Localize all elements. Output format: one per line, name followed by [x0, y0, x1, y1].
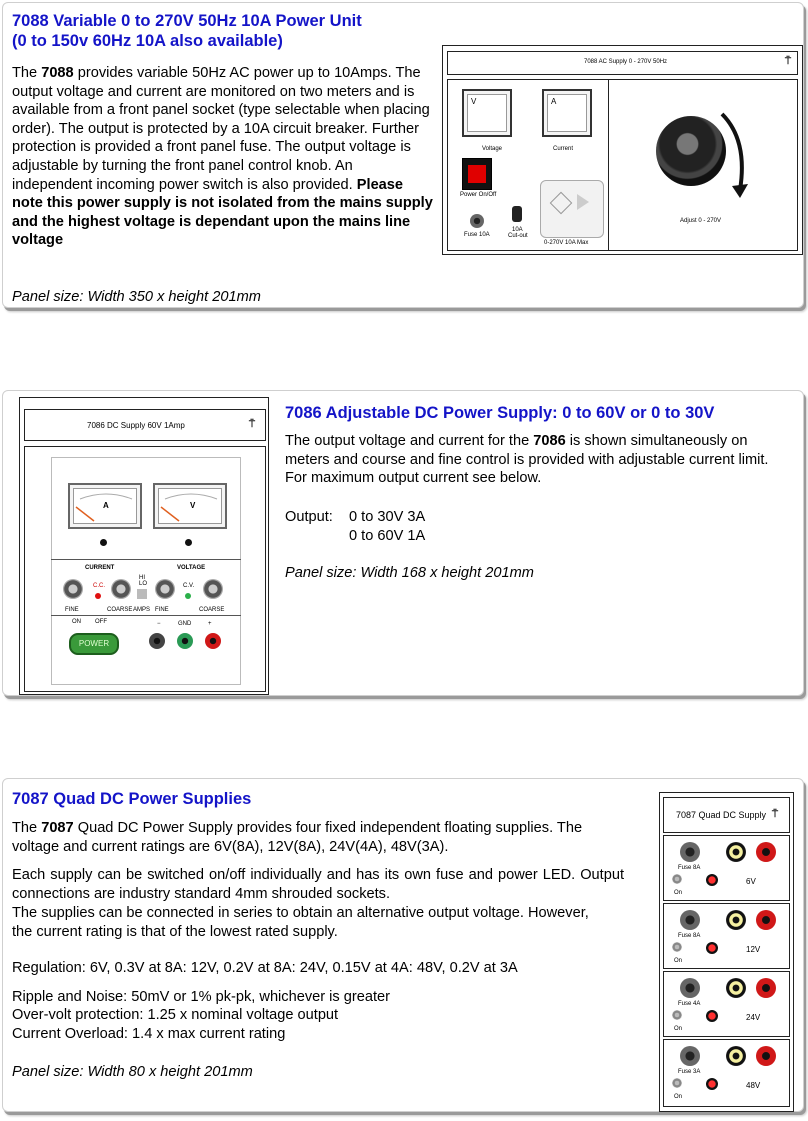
output-terminal-positive[interactable] [756, 1046, 776, 1066]
output-terminal-negative[interactable] [726, 842, 746, 862]
product-card-7087: 7087 Quad DC Power Supplies The 7087 Quad DC Power Supply provides four fixed independent floating supplies. The voltage and current ratings are 6V(8A), 12V(8A), 24V(4A), 48V(3A). Each supply can be switched on/off individually and has its own fuse and power LED. Output connections are industry standard 4mm shrouded sockets. The supplies can be connected in series to obtain an alternative output voltage. However, the current rating is that of the lowest rated supply. Regulation: 6V, 0.3V at 8A: 12V, 0.2V at 8A: 24V, 0.15V at 4A: 48V, 0.2V at 3A Ripple and Noise: 50mV or 1% pk-pk, whichever is greater Over-volt protection: 1.25 x nominal voltage output Current Overload: 1.4 x max current rating Panel size: Width 80 x height 201mm 7087 Quad DC Supply ⍑ Fuse 8A On 6V Fuse 8A On 12V Fuse 4A On 24V Fuse 3A On 48V [2, 778, 804, 1112]
ammeter: A [542, 89, 592, 137]
product-description: The 7087 Quad DC Power Supply provides four fixed independent floating supplies. The voltage and current ratings are 6V(8A), 12V(8A), 24V(4A), 48V(3A). [12, 820, 583, 855]
cc-led [95, 593, 101, 599]
company-logo-icon: ⍑ [785, 56, 791, 67]
company-logo-icon: ⍑ [249, 419, 255, 430]
panel-header: 7088 AC Supply 0 - 270V 50Hz ⍑ [447, 51, 798, 75]
panel-header: 7086 DC Supply 60V 1Amp ⍑ [24, 409, 266, 441]
panel-size: Panel size: Width 80 x height 201mm [12, 1064, 253, 1080]
product-description: The 7088 provides variable 50Hz AC power up to 10Amps. The output voltage and current are monitored on two meters and is available from a front panel socket (type selectable when placing order). The output is protected by a 10A circuit breaker. Further protection is provided a front panel fuse. The output voltage is adjustable by turning the front panel control knob. An independent incoming power switch is also provided. Please note this power supply is not isolated from the mains supply and the highest voltage is dependant upon the mains line voltage [12, 65, 433, 249]
panel-size: Panel size: Width 350 x height 201mm [12, 289, 261, 305]
fuse-holder[interactable] [680, 1046, 700, 1066]
product-card-7086: 7086 DC Supply 60V 1Amp ⍑ A V CURRENT VOLTAGE C.C. HI LO C.V. FINE COARSE AMPS FINE COARSE ON OFF POWER − GND + 7086 Adjustable DC Power Supply: 0 to 60V or 0 to 30V The output voltage and current for the 7086 is shown simultaneously on meters and course and fine control is provided with adjustable current limit. For maximum output current see below. Output: 0 to 30V 3A 0 to 60V 1A Panel size: Width 168 x height 201mm [2, 390, 804, 696]
output-terminal-negative[interactable] [726, 1046, 746, 1066]
on-switch[interactable] [672, 874, 682, 884]
output-terminal-positive[interactable] [756, 910, 776, 930]
fuse-holder[interactable] [680, 910, 700, 930]
product-title: 7088 Variable 0 to 270V 50Hz 10A Power Unit (0 to 150v 60Hz 10A also available) [12, 12, 362, 50]
output-terminal-positive[interactable] [756, 842, 776, 862]
voltage-fine-knob[interactable] [155, 579, 175, 599]
current-coarse-knob[interactable] [111, 579, 131, 599]
output-terminal-negative[interactable] [726, 978, 746, 998]
product-description: The output voltage and current for the 7086 is shown simultaneously on meters and course and fine control is provided with adjustable current limit. For maximum output current see below. [285, 433, 769, 487]
fuse-holder[interactable] [680, 978, 700, 998]
voltmeter: V [462, 89, 512, 137]
panel-image-7087 [659, 792, 794, 1112]
supply-6v: Fuse 8A On 6V [663, 835, 790, 901]
cv-led [185, 593, 191, 599]
power-led [706, 1010, 718, 1022]
fuse-holder[interactable] [470, 214, 484, 228]
company-logo-icon: ⍑ [772, 809, 778, 820]
power-led [706, 874, 718, 886]
panel-header: 7087 Quad DC Supply ⍑ [663, 797, 790, 833]
ammeter: A [68, 483, 142, 529]
supply-12v: Fuse 8A On 12V [663, 903, 790, 969]
feature-text: Each supply can be switched on/off individually and has its own fuse and power LED. Output connections are industry standard 4mm shrouded sockets. [12, 867, 624, 902]
negative-terminal[interactable] [149, 633, 165, 649]
on-switch[interactable] [672, 1078, 682, 1088]
voltage-adjust-knob[interactable] [656, 116, 726, 186]
voltage-coarse-knob[interactable] [203, 579, 223, 599]
product-title: 7086 Adjustable DC Power Supply: 0 to 60V or 0 to 30V [285, 404, 715, 422]
product-card-7088 [2, 2, 804, 308]
panel-body: A V CURRENT VOLTAGE C.C. HI LO C.V. FINE COARSE AMPS FINE COARSE ON OFF POWER − GND + [24, 446, 266, 692]
product-title: 7087 Quad DC Power Supplies [12, 790, 252, 808]
supply-24v: Fuse 4A On 24V [663, 971, 790, 1037]
output-socket[interactable] [540, 180, 604, 238]
on-switch[interactable] [672, 1010, 682, 1020]
power-led [706, 1078, 718, 1090]
panel-image-7088 [442, 45, 803, 255]
panel-size: Panel size: Width 168 x height 201mm [285, 565, 534, 581]
power-switch[interactable] [462, 158, 492, 190]
series-note: The supplies can be connected in series to obtain an alternative output voltage. However, the current rating is that of the lowest rated supply. [12, 905, 589, 940]
warning-text: Please note this power supply is not isolated from the mains supply and the highest voltage is dependant upon the mains line voltage [12, 176, 433, 249]
ground-terminal[interactable] [177, 633, 193, 649]
power-led [706, 942, 718, 954]
voltmeter: V [153, 483, 227, 529]
fuse-holder[interactable] [680, 842, 700, 862]
output-terminal-positive[interactable] [756, 978, 776, 998]
regulation-spec: Regulation: 6V, 0.3V at 8A: 12V, 0.2V at 8A: 24V, 0.15V at 4A: 48V, 0.2V at 3A [12, 960, 518, 976]
rotation-arrow-icon [718, 110, 758, 200]
output-terminal-negative[interactable] [726, 910, 746, 930]
panel-image-7086 [19, 397, 269, 695]
current-fine-knob[interactable] [63, 579, 83, 599]
circuit-breaker[interactable] [512, 206, 522, 222]
positive-terminal[interactable] [205, 633, 221, 649]
power-button[interactable]: POWER [69, 633, 119, 655]
on-switch[interactable] [672, 942, 682, 952]
panel-body: V A Voltage Current Power On/Off Fuse 10A 10A Cut-out 0-270V 10A Max Adjust 0 - 270V [447, 79, 798, 251]
amps-range-switch[interactable] [137, 589, 147, 599]
supply-48v: Fuse 3A On 48V [663, 1039, 790, 1107]
